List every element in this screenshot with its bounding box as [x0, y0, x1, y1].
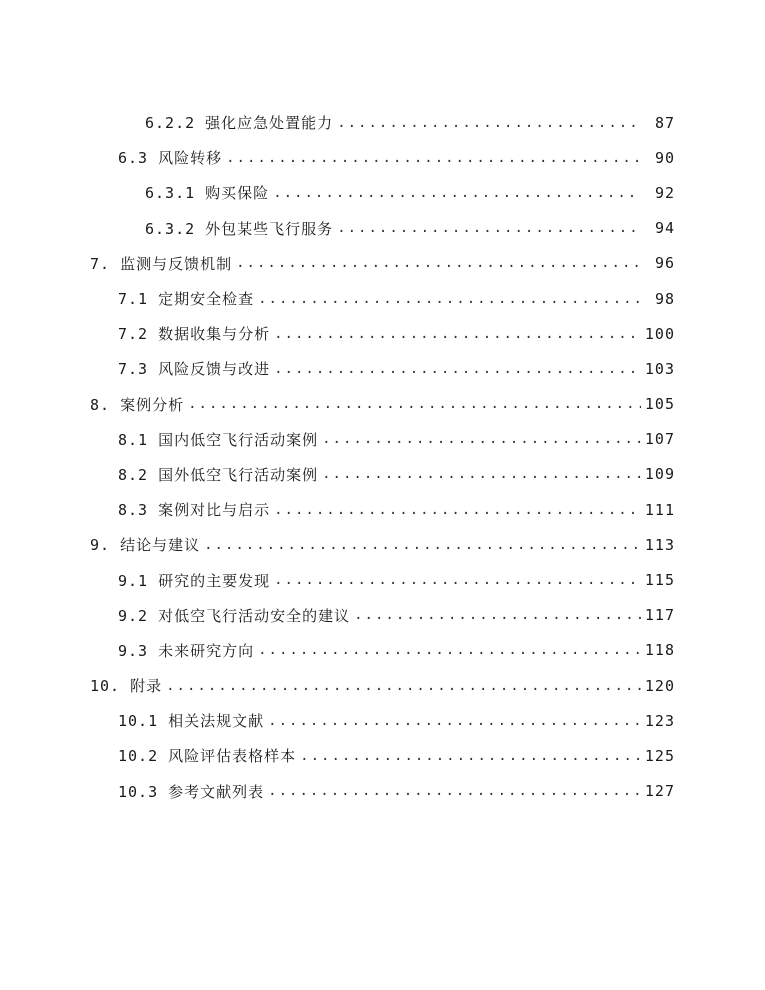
- toc-entry-page: 92: [654, 183, 675, 202]
- dot-leader: [322, 431, 641, 447]
- toc-entry-title: 7.3 风险反馈与改进: [118, 360, 271, 379]
- toc-entry-title: 6.3 风险转移: [118, 149, 223, 168]
- toc-entry-title: 8.1 国内低空飞行活动案例: [118, 430, 319, 449]
- toc-entry-title: 8.2 国外低空飞行活动案例: [118, 465, 319, 484]
- toc-entry-page: 118: [644, 641, 675, 660]
- toc-entry[interactable]: [0, 492, 765, 527]
- toc-entry[interactable]: [0, 175, 765, 210]
- toc-entry-page: 96: [654, 254, 675, 273]
- toc-entry-page: 113: [644, 535, 675, 554]
- toc-entry-title: 8. 案例分析: [90, 395, 185, 414]
- dot-leader: [300, 748, 641, 764]
- toc-entry-page: 117: [644, 606, 675, 625]
- toc-entry-title: 10.2 风险评估表格样本: [118, 747, 297, 766]
- toc-entry-page: 115: [644, 571, 675, 590]
- toc-entry-title: 10.1 相关法规文献: [118, 712, 265, 731]
- toc-entry-title: 6.3.2 外包某些飞行服务: [145, 219, 334, 238]
- toc-entry-page: 111: [644, 500, 675, 519]
- dot-leader: [337, 220, 641, 236]
- toc-entry[interactable]: [0, 246, 765, 281]
- dot-leader: [188, 396, 641, 412]
- toc-entry[interactable]: [0, 211, 765, 246]
- dot-leader: [273, 185, 641, 201]
- dot-leader: [258, 642, 641, 658]
- toc-entry[interactable]: [0, 703, 765, 738]
- dot-leader: [226, 150, 641, 166]
- toc-entry-page: 94: [654, 219, 675, 238]
- dot-leader: [204, 537, 641, 553]
- toc-entry-page: 109: [644, 465, 675, 484]
- toc-entry[interactable]: [0, 351, 765, 386]
- toc-entry[interactable]: [0, 387, 765, 422]
- toc-entry[interactable]: [0, 668, 765, 703]
- toc-entry[interactable]: [0, 527, 765, 562]
- toc-entry[interactable]: [0, 633, 765, 668]
- toc-entry[interactable]: [0, 457, 765, 492]
- toc-entry-page: 127: [644, 782, 675, 801]
- toc-entry[interactable]: [0, 105, 765, 140]
- toc-entry-page: 123: [644, 711, 675, 730]
- toc-entry-page: 90: [654, 148, 675, 167]
- toc-entry-title: 9.1 研究的主要发现: [118, 571, 271, 590]
- dot-leader: [354, 607, 641, 623]
- dot-leader: [258, 291, 641, 307]
- toc-entry[interactable]: [0, 316, 765, 351]
- toc-entry-title: 8.3 案例对比与启示: [118, 501, 271, 520]
- dot-leader: [274, 326, 641, 342]
- toc-entry-title: 10.3 参考文献列表: [118, 782, 265, 801]
- toc-entry-page: 103: [644, 359, 675, 378]
- toc-entry-title: 9.3 未来研究方向: [118, 641, 255, 660]
- dot-leader: [274, 572, 641, 588]
- toc-entry-page: 125: [644, 746, 675, 765]
- dot-leader: [236, 255, 641, 271]
- toc-entry-title: 10. 附录: [90, 677, 163, 696]
- toc-entry[interactable]: [0, 140, 765, 175]
- toc-entry-title: 6.2.2 强化应急处置能力: [145, 114, 334, 133]
- toc-entry-title: 7. 监测与反馈机制: [90, 254, 233, 273]
- toc-entry-title: 9. 结论与建议: [90, 536, 201, 555]
- toc-entry-title: 7.1 定期安全检查: [118, 290, 255, 309]
- toc-entry-page: 87: [654, 113, 675, 132]
- toc-entry-page: 107: [644, 430, 675, 449]
- toc-entry[interactable]: [0, 562, 765, 597]
- toc-entry-title: 9.2 对低空飞行活动安全的建议: [118, 606, 351, 625]
- dot-leader: [268, 713, 641, 729]
- toc-entry[interactable]: [0, 598, 765, 633]
- dot-leader: [322, 466, 641, 482]
- dot-leader: [166, 678, 641, 694]
- toc-entry-title: 7.2 数据收集与分析: [118, 325, 271, 344]
- toc-entry[interactable]: [0, 738, 765, 773]
- dot-leader: [268, 783, 641, 799]
- toc-entry[interactable]: [0, 281, 765, 316]
- toc-entry[interactable]: [0, 774, 765, 809]
- toc-entry-title: 6.3.1 购买保险: [145, 184, 270, 203]
- toc-entry-page: 105: [644, 395, 675, 414]
- dot-leader: [274, 361, 641, 377]
- toc-entry-page: 100: [644, 324, 675, 343]
- dot-leader: [274, 502, 641, 518]
- toc-entry-page: 98: [654, 289, 675, 308]
- dot-leader: [337, 115, 641, 131]
- table-of-contents: [0, 105, 765, 809]
- toc-entry-page: 120: [644, 676, 675, 695]
- toc-entry[interactable]: [0, 422, 765, 457]
